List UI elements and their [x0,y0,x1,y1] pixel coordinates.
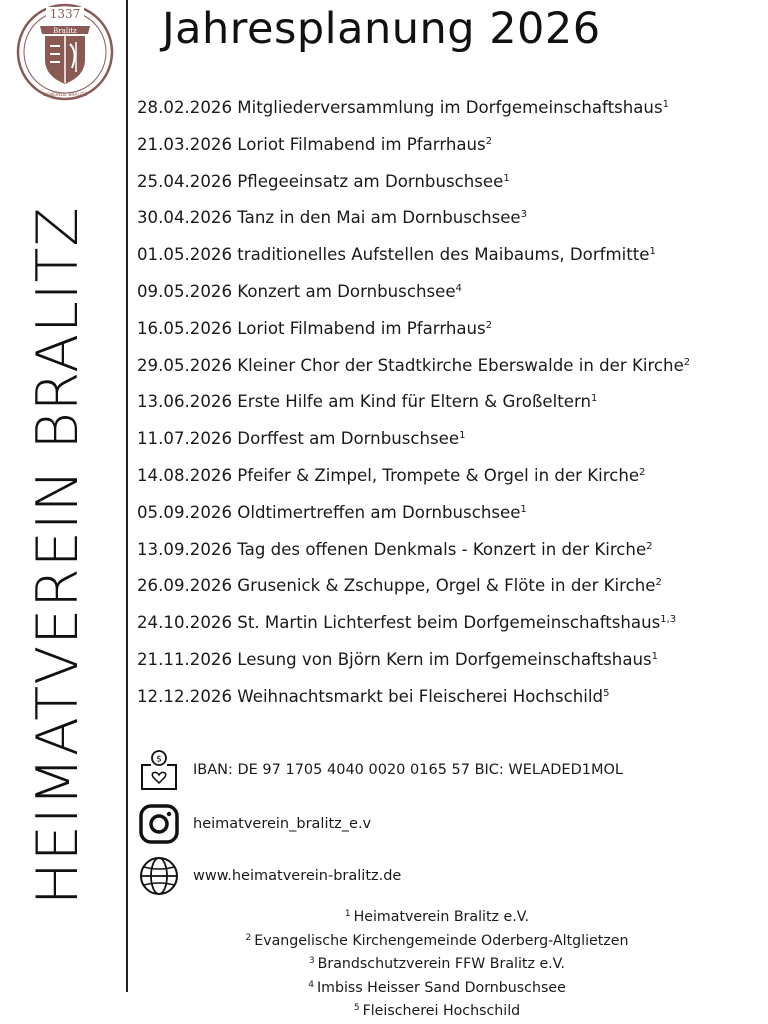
footnote-item [137,906,737,930]
donation-box-icon [137,748,181,792]
event-item [137,685,762,722]
footnote-item [137,953,737,977]
event-text: Erste Hilfe am Kind für Eltern & Großeltern [237,392,591,412]
event-item [137,317,762,354]
event-footnote-ref: 2 [655,577,662,589]
event-text: Weihnachtsmarkt bei Fleischerei Hochschild [237,686,604,706]
page-title: Jahresplanung 2026 [162,4,601,54]
event-date: 12.12.2026 [137,686,233,706]
svg-text:$: $ [156,754,162,765]
event-item [137,464,762,501]
footnote-number: 3 [308,956,315,967]
event-item [137,206,762,243]
event-item [137,133,762,170]
event-date: 11.07.2026 [137,429,233,449]
event-item [137,648,762,685]
event-item [137,611,762,648]
event-text: Loriot Filmabend im Pfarrhaus [237,318,486,338]
footnote-item [137,930,737,954]
footnote-text: Imbiss Heisser Sand Dornbuschsee [316,979,566,996]
event-footnote-ref: 1 [503,172,510,184]
event-footnote-ref: 1 [459,430,466,442]
footnotes [137,906,737,1024]
event-footnote-ref: 2 [639,466,646,478]
logo-year: 1337 [49,7,81,21]
event-date: 16.05.2026 [137,318,233,338]
instagram-handle[interactable]: heimatverein_bralitz_e.v [193,816,372,832]
footnote-item [137,977,737,1001]
event-text: Kleiner Chor der Stadtkirche Eberswalde in der Kirche [237,355,684,375]
event-date: 14.08.2026 [137,465,233,485]
footnote-number: 4 [308,979,314,990]
event-text: Mitgliederversammlung im Dorfgemeinschaftshaus [237,98,663,117]
event-text: Oldtimertreffen am Dornbuschsee [237,502,521,522]
logo-banner: Bralitz [53,27,77,35]
event-text: Lesung von Björn Kern im Dorfgemeinschaftshaus [237,649,652,669]
event-footnote-ref: 3 [520,209,528,221]
event-text: Tag des offenen Denkmals - Konzert in der Kirche [237,539,647,559]
event-date: 21.03.2026 [137,134,233,154]
event-date: 21.11.2026 [137,649,233,669]
event-footnote-ref: 2 [683,356,691,368]
event-item [137,574,762,611]
footnote-number: 5 [353,1003,360,1014]
event-item [137,243,762,280]
event-date: 24.10.2026 [137,613,233,633]
event-item [137,96,762,133]
footnote-number: 2 [245,932,252,943]
event-text: St. Martin Lichterfest beim Dorfgemeinschaftshaus [237,613,661,633]
website-url[interactable]: www.heimatverein-bralitz.de [193,868,402,884]
event-footnote-ref: 1 [591,393,598,405]
event-date: 26.09.2026 [137,576,233,596]
bank-info [137,746,623,794]
event-footnote-ref: 1 [651,650,659,662]
event-date: 13.09.2026 [137,539,233,559]
event-text: Dorffest am Dornbuschsee [237,429,460,449]
event-footnote-ref: 2 [485,135,493,147]
event-footnote-ref: 5 [603,687,610,699]
event-item [137,170,762,207]
club-logo [12,2,118,102]
event-footnote-ref: 1 [520,503,527,515]
vertical-club-name: HEIMATVEREIN BRALITZ [25,206,91,905]
footnote-number: 1 [344,909,351,919]
event-item [137,427,762,464]
event-date: 09.05.2026 [137,281,233,301]
event-date: 05.09.2026 [137,502,233,522]
event-footnote-ref: 1,3 [660,614,677,626]
bank-text: IBAN: DE 97 1705 4040 0020 0165 57 BIC: WELADED1MOL [193,762,623,778]
event-date: 25.04.2026 [137,171,233,191]
event-item [137,280,762,317]
event-footnote-ref: 4 [455,282,462,294]
event-text: Tanz in den Mai am Dornbuschsee [237,208,521,228]
event-text: traditionelles Aufstellen des Maibaums, Dorfmitte [237,245,650,265]
event-text: Pflegeeinsatz am Dornbuschsee [237,171,504,191]
event-date: 29.05.2026 [137,355,233,375]
event-item [137,501,762,538]
event-date: 13.06.2026 [137,392,233,412]
instagram-info [137,800,371,848]
event-item [137,354,762,391]
event-item [137,390,762,427]
event-footnote-ref: 2 [485,319,493,331]
vertical-divider [126,0,128,992]
footnote-item [137,1000,737,1024]
event-footnote-ref: 1 [649,246,656,258]
event-footnote-ref: 1 [662,99,669,110]
event-date: 30.04.2026 [137,208,233,228]
event-item [137,538,762,575]
logo-ring-text: GEMEINDE BRALITZ [42,93,88,98]
event-date: 28.02.2026 [137,98,233,117]
footnote-text: Brandschutzverein FFW Bralitz e.V. [317,956,566,973]
footnote-text: Fleischerei Hochschild [362,1003,521,1020]
event-footnote-ref: 2 [646,540,653,552]
club-seal-icon [12,2,118,102]
event-text: Grusenick & Zschuppe, Orgel & Flöte in der Kirche [237,576,656,596]
globe-icon [137,854,181,898]
instagram-icon [137,802,181,846]
event-list [137,96,762,722]
website-info [137,852,401,900]
footnote-text: Heimatverein Bralitz e.V. [353,909,530,925]
footnote-text: Evangelische Kirchengemeinde Oderberg-Altglietzen [254,932,629,949]
event-text: Pfeifer & Zimpel, Trompete & Orgel in der Kirche [237,465,640,485]
event-date: 01.05.2026 [137,245,233,265]
event-text: Konzert am Dornbuschsee [237,281,456,301]
event-text: Loriot Filmabend im Pfarrhaus [237,134,486,154]
